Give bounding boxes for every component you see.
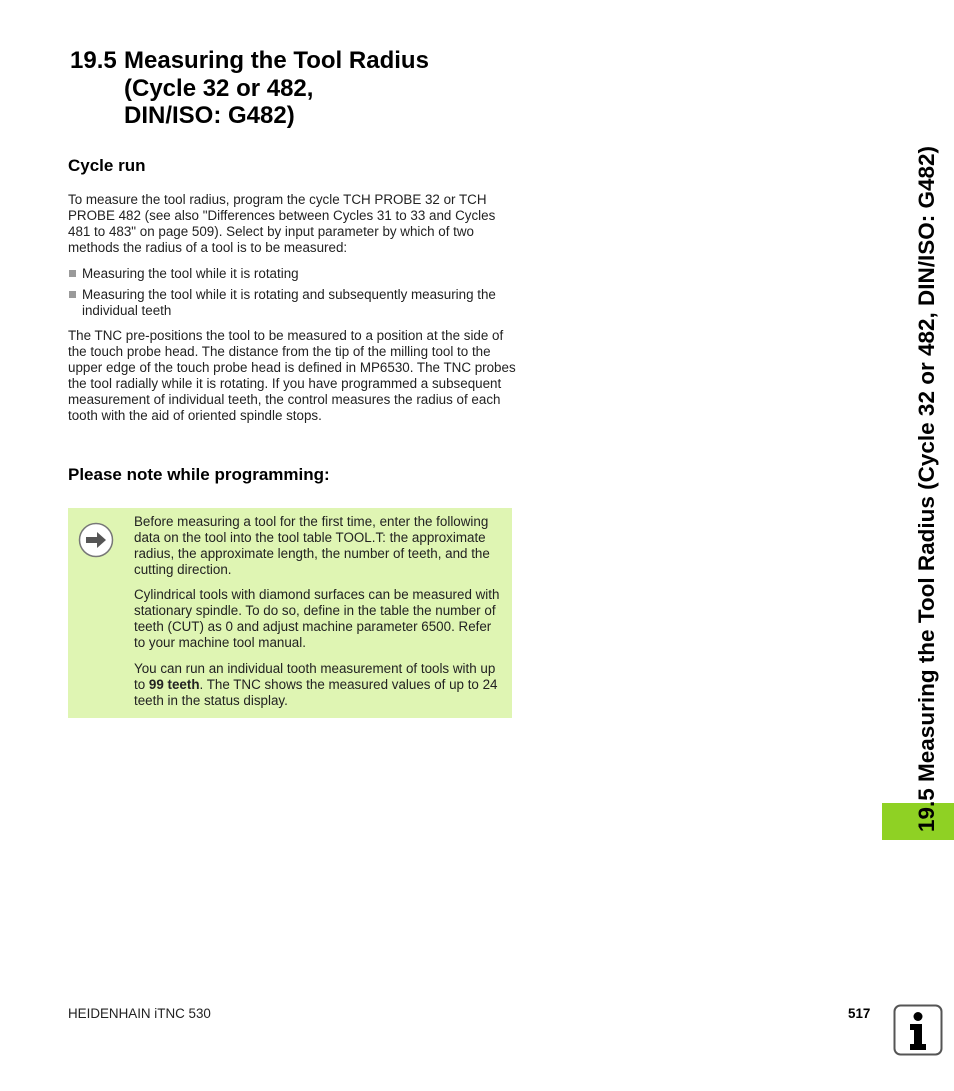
list-item-text: Measuring the tool while it is rotating and subsequently measuring the individual teeth — [82, 287, 496, 319]
body-paragraph: The TNC pre-positions the tool to be measured to a position at the side of the touch probe head. The distance from the tip of the milling tool to the upper edge of the touch probe head is defined in MP6530. The TNC probes the tool radially while it is rotating. If you have programmed a subsequent measurement of individual teeth, the control measures the radius of each tooth with the aid of oriented spindle stops. — [68, 328, 516, 424]
info-icon — [893, 1004, 943, 1056]
title-line-3: DIN/ISO: G482) — [124, 102, 295, 129]
note-heading: Please note while programming: — [68, 465, 330, 484]
note-paragraph-2: Cylindrical tools with diamond surfaces can be measured with stationary spindle. To do so, define in the table the number of teeth (CUT) as 0 and adjust machine parameter 6500. Refer to your machine tool manual. — [134, 587, 500, 651]
section-number: 19.5 — [70, 47, 117, 74]
bullet-square-icon — [69, 270, 76, 277]
cycle-run-heading: Cycle run — [68, 156, 146, 175]
list-item — [68, 287, 516, 319]
title-line-1: Measuring the Tool Radius — [124, 47, 429, 74]
note-p3-text-end: . The TNC shows the measured values of up to 24 teeth in the status display. — [134, 677, 498, 709]
list-item — [68, 266, 516, 282]
list-item-text: Measuring the tool while it is rotating — [82, 266, 299, 281]
intro-paragraph: To measure the tool radius, program the cycle TCH PROBE 32 or TCH PROBE 482 (see also "Differences between Cycles 31 to 33 and Cycles 481 to 483" on page 509). Select by input parameter by which of two methods the radius of a tool is to be measured: — [68, 192, 496, 256]
note-box — [68, 508, 512, 718]
page-number: 517 — [848, 1006, 871, 1021]
note-paragraph-3 — [134, 661, 506, 709]
title-line-2: (Cycle 32 or 482, — [124, 74, 314, 102]
footer-product: HEIDENHAIN iTNC 530 — [68, 1006, 211, 1021]
side-running-title: 19.5 Measuring the Tool Radius (Cycle 32 or 482, DIN/ISO: G482) — [914, 145, 939, 832]
note-p3-bold: 99 teeth — [148, 677, 200, 693]
note-paragraph-1: Before measuring a tool for the first time, enter the following data on the tool into the tool table TOOL.T: the approximate radius, the approximate length, the number of teeth, and the cutting direction. — [134, 514, 490, 578]
bullet-square-icon — [69, 291, 76, 298]
page-title — [70, 47, 429, 130]
arrow-right-icon — [78, 522, 114, 558]
note-p3-text-start: You can run an individual tooth measurement of tools with up to — [134, 661, 496, 693]
